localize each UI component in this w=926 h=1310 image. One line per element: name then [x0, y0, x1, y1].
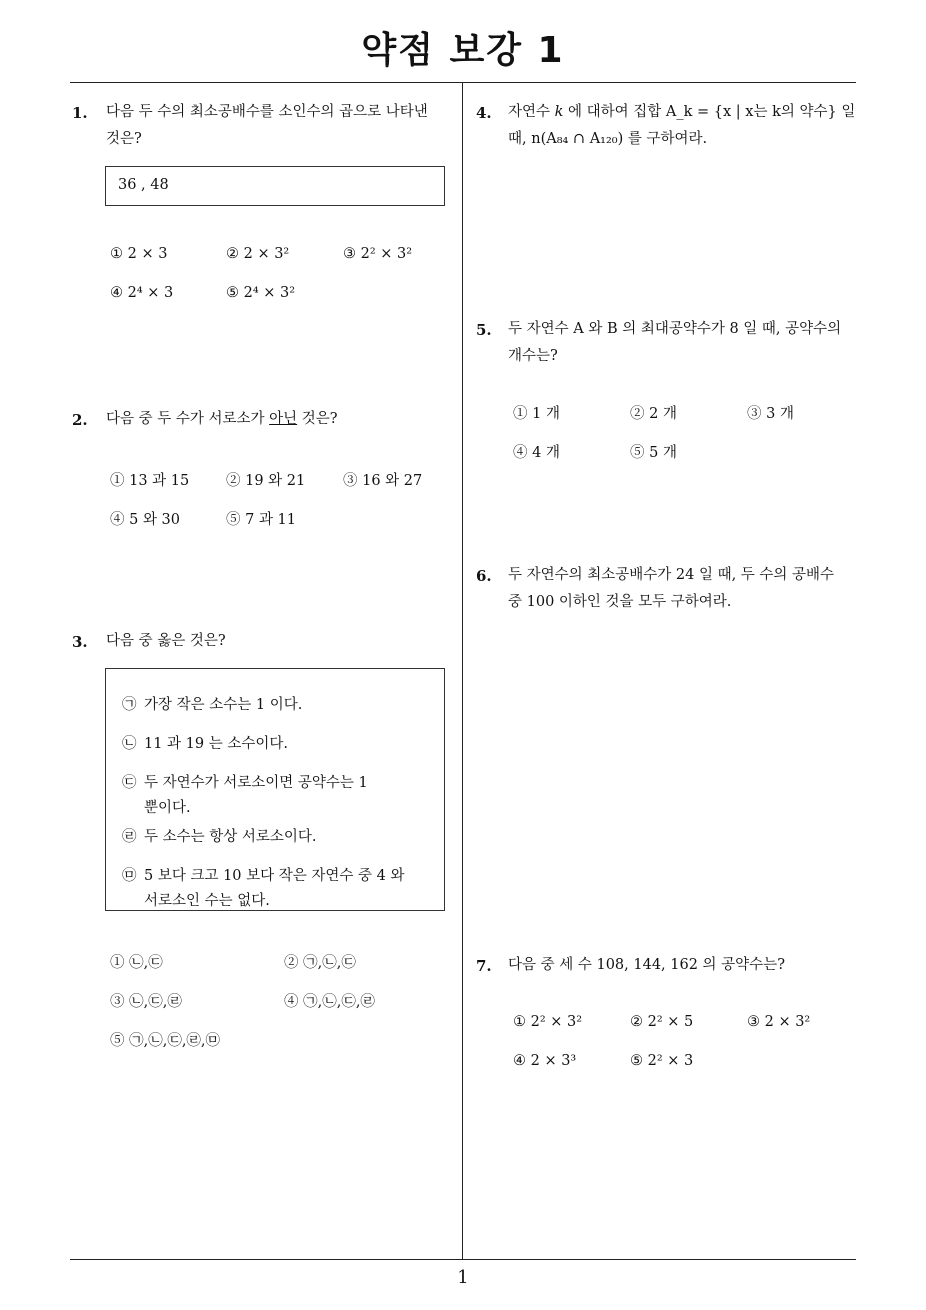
- q5-choice-4[interactable]: ④ 4 개: [513, 445, 560, 461]
- q3-number: 3.: [72, 633, 88, 651]
- q5-choice-5[interactable]: ⑤ 5 개: [630, 445, 677, 461]
- q1-given-box: [105, 166, 445, 206]
- q1-choice-3[interactable]: ③ 2² × 3²: [343, 246, 413, 262]
- q3-statement-box: [105, 668, 445, 911]
- q7-choice-4[interactable]: ④ 2 × 3³: [513, 1053, 577, 1069]
- q1-choice-4[interactable]: ④ 2⁴ × 3: [110, 285, 174, 301]
- header-rule: [70, 82, 856, 83]
- q3-text: 다음 중 옳은 것은?: [106, 633, 226, 649]
- q2-choice-3[interactable]: ③ 16 와 27: [343, 473, 423, 489]
- q3-statement-4: ㉣ 두 소수는 항상 서로소이다.: [122, 829, 317, 845]
- q7-choice-5[interactable]: ⑤ 2² × 3: [630, 1053, 694, 1069]
- q3-statement-2: ㉡ 11 과 19 는 소수이다.: [122, 736, 288, 752]
- q4-text: 자연수 k 에 대하여 집합 A_k = {x | x는 k의 약수} 일 때, n(A₈₄ ∩ A₁₂₀) 를 구하여라.: [508, 104, 856, 147]
- q3-statement-1: ㉠ 가장 작은 소수는 1 이다.: [122, 697, 303, 713]
- q5-number: 5.: [476, 321, 492, 339]
- q2-emphasis: 아닌: [269, 411, 298, 427]
- q2-choice-5[interactable]: ⑤ 7 과 11: [226, 512, 297, 528]
- q1-given-numbers: 36 , 48: [118, 177, 169, 193]
- q1-number: 1.: [72, 104, 88, 122]
- q4-number: 4.: [476, 104, 492, 122]
- q4-set-definition: A_k = {x | x는 k의 약수}: [665, 104, 837, 120]
- q2-choice-4[interactable]: ④ 5 와 30: [110, 512, 181, 528]
- q1-text: 다음 두 수의 최소공배수를 소인수의 곱으로 나타낸 것은?: [106, 104, 428, 147]
- q1-choice-5[interactable]: ⑤ 2⁴ × 3²: [226, 285, 296, 301]
- q7-text: 다음 중 세 수 108, 144, 162 의 공약수는?: [508, 957, 785, 973]
- q3-choice-3[interactable]: ③ ㉡,㉢,㉣: [110, 994, 182, 1010]
- q1-choice-1[interactable]: ① 2 × 3: [110, 246, 168, 262]
- q7-choice-3[interactable]: ③ 2 × 3²: [747, 1014, 811, 1030]
- q2-choice-1[interactable]: ① 13 과 15: [110, 473, 190, 489]
- q2-text: 다음 중 두 수가 서로소가 아닌 것은?: [106, 411, 338, 427]
- q3-choice-2[interactable]: ② ㉠,㉡,㉢: [284, 955, 356, 971]
- q5-choice-3[interactable]: ③ 3 개: [747, 406, 794, 422]
- q2-number: 2.: [72, 411, 88, 429]
- q3-choice-4[interactable]: ④ ㉠,㉡,㉢,㉣: [284, 994, 375, 1010]
- q3-statement-3: ㉢ 두 자연수가 서로소이면 공약수는 1: [122, 775, 368, 791]
- q7-choice-2[interactable]: ② 2² × 5: [630, 1014, 694, 1030]
- q3-statement-3-cont: 뿐이다.: [144, 800, 191, 816]
- footer-rule: [70, 1259, 856, 1260]
- q5-choice-1[interactable]: ① 1 개: [513, 406, 560, 422]
- column-divider: [462, 82, 463, 1260]
- q6-text: 두 자연수의 최소공배수가 24 일 때, 두 수의 공배수 중 100 이하인 것을 모두 구하여라.: [508, 567, 835, 610]
- q3-choice-5[interactable]: ⑤ ㉠,㉡,㉢,㉣,㉤: [110, 1033, 221, 1049]
- q5-text: 두 자연수 A 와 B 의 최대공약수가 8 일 때, 공약수의 개수는?: [508, 321, 842, 364]
- q3-choice-1[interactable]: ① ㉡,㉢: [110, 955, 163, 971]
- q4-expression: n(A₈₄ ∩ A₁₂₀): [531, 131, 624, 147]
- q5-choice-2[interactable]: ② 2 개: [630, 406, 677, 422]
- q6-number: 6.: [476, 567, 492, 585]
- q3-statement-5-cont: 서로소인 수는 없다.: [144, 893, 270, 909]
- page-number: 1: [457, 1267, 469, 1288]
- q3-statement-5: ㉤ 5 보다 크고 10 보다 작은 자연수 중 4 와: [122, 868, 405, 884]
- q7-choice-1[interactable]: ① 2² × 3²: [513, 1014, 583, 1030]
- q7-number: 7.: [476, 957, 492, 975]
- page-title: 약점 보강 1: [361, 30, 565, 71]
- q1-choice-2[interactable]: ② 2 × 3²: [226, 246, 290, 262]
- q2-choice-2[interactable]: ② 19 와 21: [226, 473, 306, 489]
